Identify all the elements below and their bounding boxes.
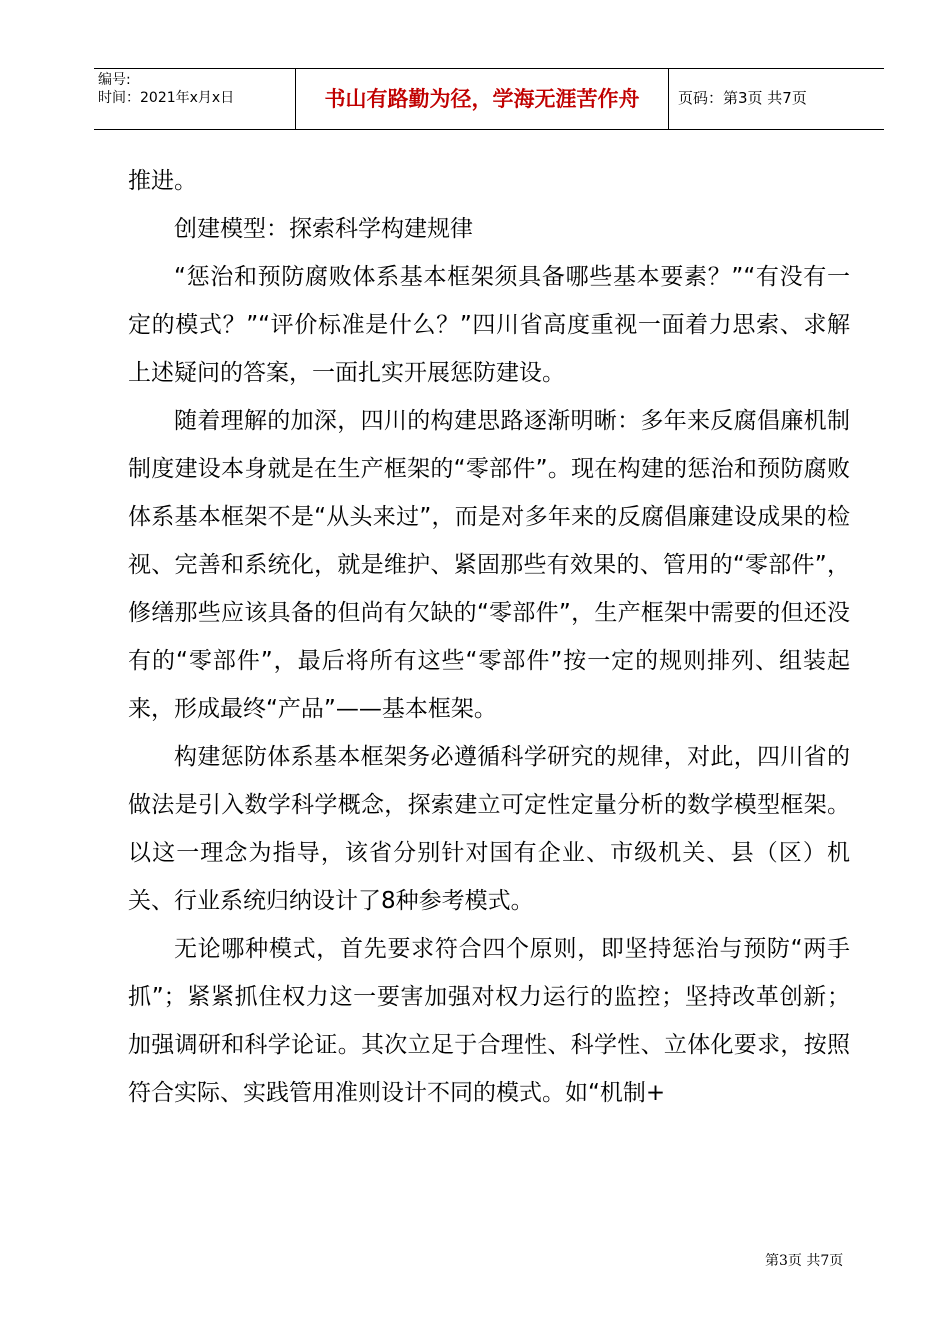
number-label: 编号:: [98, 72, 131, 88]
paragraph-2: 随着理解的加深，四川的构建思路逐渐明晰：多年来反腐倡廉机制制度建设本身就是在生产框架的“零部件”。现在构建的惩治和预防腐败体系基本框架不是“从头来过”，而是对多年来的反腐倡廉建设成果的检视、完善和系统化，就是维护、紧固那些有效果的、管用的“零部件”，修缮那些应该具备的但尚有欠缺的“零部件”，生产框架中需要的但还没有的“零部件”，最后将所有这些“零部件”按一定的规则排列、组装起来，形成最终“产品”——基本框架。: [128, 408, 850, 722]
page-header: [94, 68, 884, 130]
header-motto: 书山有路勤为径，学海无涯苦作舟: [324, 87, 640, 111]
header-divider-right: [668, 69, 669, 129]
section-heading: 创建模型：探索科学构建规律: [174, 216, 473, 242]
document-body: [128, 157, 850, 1117]
paragraph-continuation: 推进。: [128, 168, 197, 194]
paragraph-3: 构建惩防体系基本框架务必遵循科学研究的规律，对此，四川省的做法是引入数学科学概念，探索建立可定性定量分析的数学模型框架。以这一理念为指导，该省分别针对国有企业、市级机关、县（区）机关、行业系统归纳设计了8种参考模式。: [128, 744, 850, 914]
header-page-label: 页码：第3页 共7页: [678, 89, 807, 107]
header-meta: [98, 71, 234, 107]
time-label: 时间：2021年x月x日: [98, 90, 235, 106]
page-footer: 第3页 共7页: [765, 1253, 844, 1269]
paragraph-1: “惩治和预防腐败体系基本框架须具备哪些基本要素？”“有没有一定的模式？”“评价标准是什么？”四川省高度重视一面着力思索、求解上述疑问的答案，一面扎实开展惩防建设。: [128, 264, 850, 386]
paragraph-4: 无论哪种模式，首先要求符合四个原则，即坚持惩治与预防“两手抓”；紧紧抓住权力这一要害加强对权力运行的监控；坚持改革创新；加强调研和科学论证。其次立足于合理性、科学性、立体化要求，按照符合实际、实践管用准则设计不同的模式。如“机制+: [128, 936, 850, 1106]
